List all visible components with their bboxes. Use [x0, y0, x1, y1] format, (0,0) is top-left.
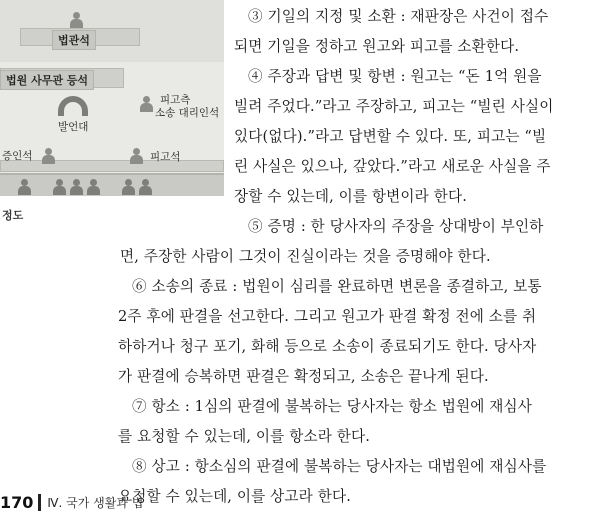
spectator-figure — [87, 179, 100, 195]
witness-stand-label: 발언대 — [58, 121, 89, 133]
spectator-figure — [53, 179, 66, 195]
figure-caption: 정도 — [2, 209, 24, 222]
body-text-line: 빌려 주었다.”라고 주장하고, 피고는 “빌린 사실이 — [234, 98, 554, 115]
body-text-line: ④ 주장과 답변 및 항변 : 원고는 “돈 1억 원을 — [248, 68, 542, 85]
body-text-line: 장할 수 있는데, 이를 항변이라 한다. — [234, 188, 467, 205]
spectator-figure — [18, 179, 31, 195]
witness-seat-label: 증인석 — [2, 150, 33, 162]
body-text-line: 되면 기일을 정하고 원고와 피고를 소환한다. — [234, 38, 520, 55]
witness-stand-arch — [58, 96, 88, 116]
body-text-line: 요청할 수 있는데, 이를 상고라 한다. — [118, 488, 351, 505]
spectator-figure — [122, 179, 135, 195]
body-text-line: ③ 기일의 지정 및 소환 : 재판장은 사건이 접수 — [248, 8, 549, 25]
body-text-line: 2주 후에 판결을 선고한다. 그리고 원고가 판결 확정 전에 소를 취 — [118, 308, 537, 325]
judge-figure — [70, 12, 83, 28]
body-text-line: 면, 주장한 사람이 그것이 진실이라는 것을 증명해야 한다. — [120, 248, 491, 265]
body-text-line: ⑥ 소송의 종료 : 법원이 심리를 완료하면 변론을 종결하고, 보통 — [132, 278, 542, 295]
witness-figure — [42, 148, 55, 164]
body-text-line: 있다(없다).”라고 답변할 수 있다. 또, 피고는 “빌 — [234, 128, 547, 145]
defendant-figure — [130, 148, 143, 164]
spectator-figure — [70, 179, 83, 195]
body-text-line: 린 사실은 있으나, 갚았다.”라고 새로운 사실을 주 — [234, 158, 551, 175]
chapter-title: Ⅳ. 국가 생활과 법 — [47, 495, 144, 510]
footer-divider-bar — [38, 494, 41, 511]
body-text-line: ⑧ 상고 : 항소심의 판결에 불복하는 당사자는 대법원에 재심사를 — [132, 458, 547, 475]
defendant-counsel-label-1: 피고측 — [160, 94, 191, 106]
spectator-figure — [139, 179, 152, 195]
defendant-counsel-label-2: 소송 대리인석 — [155, 107, 220, 119]
body-text-line: 를 요청할 수 있는데, 이를 항소라 한다. — [118, 428, 371, 445]
body-text-line: 하하거나 청구 포기, 화해 등으로 소송이 종료되기도 한다. 당사자 — [118, 338, 537, 355]
body-text-line: 가 판결에 승복하면 판결은 확정되고, 소송은 끝나게 된다. — [118, 368, 489, 385]
judges-bench-label: 법관석 — [52, 30, 96, 50]
defendant-seat-label: 피고석 — [150, 151, 181, 163]
page-footer — [0, 490, 143, 514]
page-number: 170 — [0, 492, 34, 512]
defendant-counsel-figure — [140, 96, 153, 112]
body-text-line: ⑦ 항소 : 1심의 판결에 불복하는 당사자는 항소 법원에 재심사 — [132, 398, 533, 415]
public-gallery — [0, 173, 224, 196]
front-bar — [0, 160, 224, 172]
body-text-line: ⑤ 증명 : 한 당사자의 주장을 상대방이 부인하 — [248, 218, 544, 235]
courtroom-illustration — [0, 0, 224, 196]
clerk-desk-label: 법원 사무관 등석 — [0, 70, 94, 90]
